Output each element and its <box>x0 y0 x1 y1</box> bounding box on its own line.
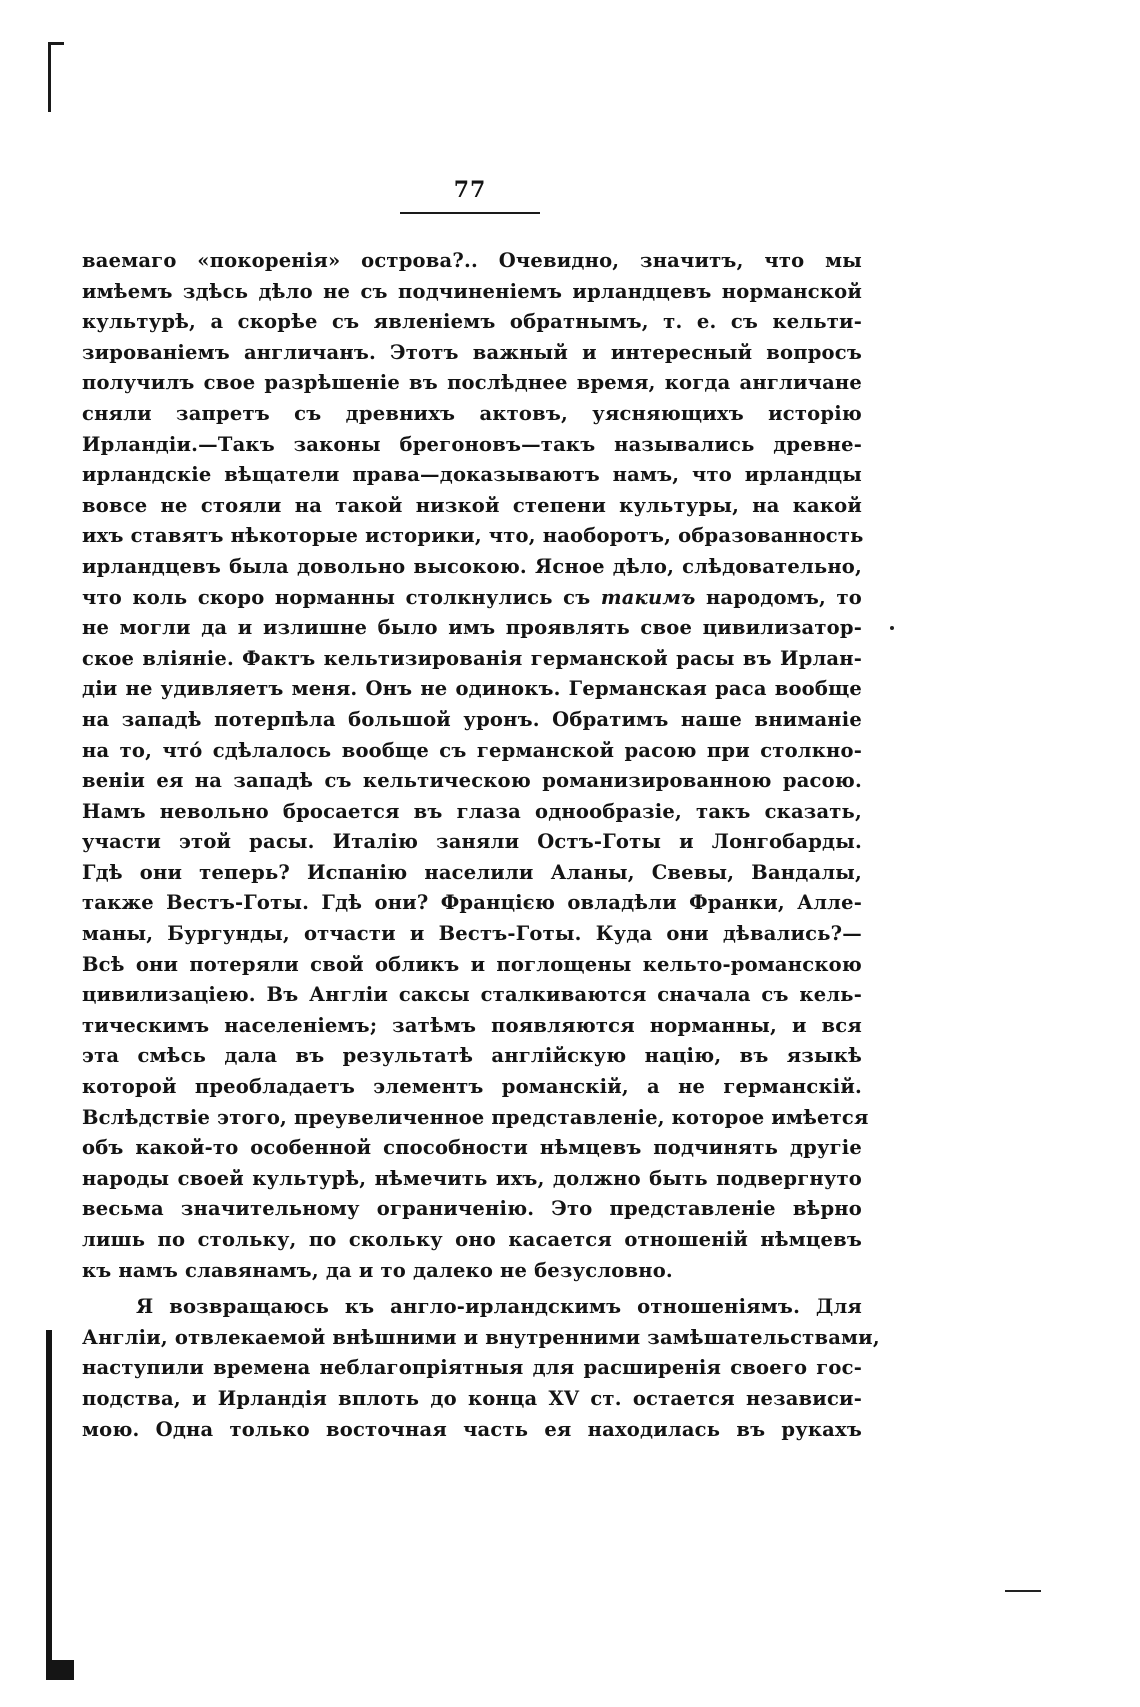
text-line: ваемаго «покоренія» острова?.. Очевидно, значитъ, что мы <box>82 249 862 272</box>
scan-dash-mark <box>1005 1590 1041 1592</box>
italic-word: такимъ <box>600 585 696 609</box>
text-line-with-italic <box>82 583 862 614</box>
text-line: наступили времена неблагопріятныя для расширенія своего гос- <box>82 1356 862 1380</box>
text-line: цивилизаціею. Въ Англіи саксы сталкиваются сначала съ кель- <box>82 983 862 1007</box>
scan-bracket-horizontal <box>48 42 64 45</box>
text-line: Ирландіи.—Такъ законы брегоновъ—такъ назывались древне- <box>82 432 862 456</box>
text-line: ихъ ставятъ нѣкоторые историки, что, наоборотъ, образованность <box>82 524 864 548</box>
body-text <box>82 246 880 1445</box>
text-line: эта смѣсь дала въ результатѣ англійскую націю, въ языкѣ <box>82 1044 862 1068</box>
text-line: ское вліяніе. Фактъ кельтизированія германской расы въ Ирлан- <box>82 646 862 670</box>
text-segment: что коль скоро норманны столкнулись съ <box>82 585 591 609</box>
scan-speck <box>890 626 894 630</box>
text-line: Гдѣ они теперь? Испанію населили Аланы, Свевы, Вандалы, <box>82 860 862 884</box>
text-line: не могли да и излишне было имъ проявлять свое цивилизатор- <box>82 616 862 640</box>
text-line: сняли запретъ съ древнихъ актовъ, уясняющихъ исторію <box>82 401 862 425</box>
text-line: культурѣ, а скорѣе съ явленіемъ обратнымъ, т. е. съ кельти- <box>82 310 862 334</box>
text-line: получилъ свое разрѣшеніе въ послѣднее время, когда англичане <box>82 371 862 395</box>
page-number-rule <box>400 212 540 214</box>
text-line: на западѣ потерпѣла большой уронъ. Обратимъ наше вниманіе <box>82 707 862 731</box>
text-line: веніи ея на западѣ съ кельтическою романизированною расою. <box>82 769 862 793</box>
text-line: имѣемъ здѣсь дѣло не съ подчиненіемъ ирландцевъ норманской <box>82 279 862 303</box>
text-line: мою. Одна только восточная часть ея находилась въ рукахъ <box>82 1417 862 1441</box>
text-line: Вслѣдствіе этого, преувеличенное представленіе, которое имѣется <box>82 1105 869 1129</box>
text-line: вовсе не стояли на такой низкой степени культуры, на какой <box>82 493 862 517</box>
text-line: на то, что́ сдѣлалось вообще съ германской расою при столкно- <box>82 738 862 762</box>
page-number: 77 <box>453 177 487 203</box>
text-line: ирландцевъ была довольно высокою. Ясное дѣло, слѣдовательно, <box>82 554 862 578</box>
text-line: къ намъ славянамъ, да и то далеко не безусловно. <box>82 1258 673 1282</box>
scan-binding-edge-foot <box>52 1660 74 1680</box>
text-line: тическимъ населеніемъ; затѣмъ появляются норманны, и вся <box>82 1013 862 1037</box>
text-line: которой преобладаетъ элементъ романскій, а не германскій. <box>82 1075 862 1099</box>
text-line: маны, Бургунды, отчасти и Вестъ-Готы. Куда они дѣвались?— <box>82 922 862 946</box>
text-line: объ какой-то особенной способности нѣмцевъ подчинять другіе <box>82 1136 862 1160</box>
text-line: участи этой расы. Италію заняли Остъ-Готы и Лонгобарды. <box>82 830 862 854</box>
text-line: весьма значительному ограниченію. Это представленіе вѣрно <box>82 1197 862 1221</box>
text-line: зированіемъ англичанъ. Этотъ важный и интересный вопросъ <box>82 340 862 364</box>
text-line: Намъ невольно бросается въ глаза однообразіе, такъ сказать, <box>82 799 862 823</box>
text-line: Я возвращаюсь къ англо-ирландскимъ отношеніямъ. Для <box>136 1295 862 1319</box>
text-line: Англіи, отвлекаемой внѣшними и внутренними замѣшательствами, <box>82 1325 880 1349</box>
text-line: лишь по стольку, по скольку оно касается отношеній нѣмцевъ <box>82 1228 862 1251</box>
text-line: Всѣ они потеряли свой обликъ и поглощены кельто-романскою <box>82 952 862 976</box>
text-line: народы своей культурѣ, нѣмечить ихъ, должно быть подвергнуто <box>82 1166 862 1190</box>
scan-bracket-vertical <box>48 42 51 112</box>
text-line: подства, и Ирландія вплоть до конца XV ст. остается независи- <box>82 1386 862 1410</box>
text-line: также Вестъ-Готы. Гдѣ они? Францією овладѣли Франки, Алле- <box>82 891 862 915</box>
scan-binding-edge <box>46 1330 52 1680</box>
text-segment: народомъ, то <box>705 585 862 609</box>
text-line: діи не удивляетъ меня. Онъ не одинокъ. Германская раса вообще <box>82 677 862 701</box>
text-line: ирландскіе вѣщатели права—доказываютъ намъ, что ирландцы <box>82 463 862 487</box>
